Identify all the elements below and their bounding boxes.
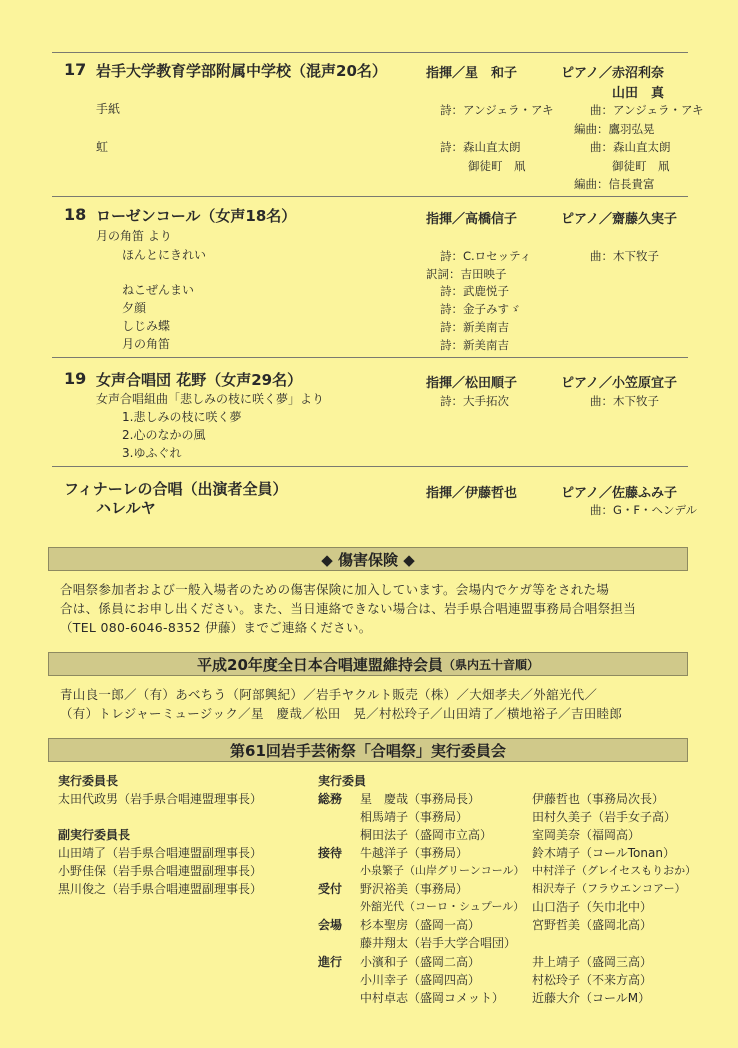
committee-member: 宮野哲美（盛岡北高） bbox=[532, 918, 653, 932]
committee-member: 藤井翔太（岩手大学合唱団） bbox=[360, 936, 517, 950]
committee-member: 田村久美子（岩手女子高） bbox=[532, 810, 677, 824]
composer: 曲：G・F・ヘンデル bbox=[590, 503, 697, 517]
lyricist: 詩：武鹿悦子 bbox=[440, 284, 509, 298]
notice-line: 合唱祭参加者および一般入場者のための傷害保険に加入しています。会場内でケガ等をされた場 bbox=[60, 582, 610, 597]
item-number: 19 bbox=[64, 369, 87, 388]
song-title: 2.心のなかの風 bbox=[122, 428, 206, 442]
committee-member: 室岡美奈（福岡高） bbox=[532, 828, 641, 842]
chair-name: 太田代政男（岩手県合唱連盟理事長） bbox=[58, 792, 263, 806]
committee-member: 鈴木靖子（コールTonan） bbox=[532, 846, 675, 860]
chair-label: 実行委員長 bbox=[58, 774, 119, 788]
song-title: しじみ蝶 bbox=[122, 319, 171, 333]
group-name: 岩手大学教育学部附属中学校（混声20名） bbox=[96, 62, 387, 80]
lyricist: 詩：大手拓次 bbox=[440, 394, 509, 408]
composer: 曲：木下牧子 bbox=[590, 249, 659, 263]
pianist: ピアノ／赤沼利奈 bbox=[561, 66, 664, 81]
committee-member: 村松玲子（不来方高） bbox=[532, 973, 653, 987]
role-label: 会場 bbox=[318, 918, 343, 932]
members-header-note: （県内五十音順） bbox=[442, 657, 539, 672]
committee-member: 野沢裕美（事務局） bbox=[360, 882, 469, 896]
divider bbox=[52, 466, 688, 467]
song-title: 夕顔 bbox=[122, 301, 147, 315]
divider bbox=[52, 196, 688, 197]
composer: 曲：アンジェラ・アキ bbox=[590, 103, 704, 117]
committee-member: 伊藤哲也（事務局次長） bbox=[532, 792, 665, 806]
group-name: ローゼンコール（女声18名） bbox=[96, 207, 297, 225]
item-number: 18 bbox=[64, 205, 87, 224]
pianist: ピアノ／齋藤久実子 bbox=[561, 212, 677, 227]
suite-title: 月の角笛 より bbox=[96, 229, 172, 243]
committee-member: 小泉繁子（山岸グリーンコール） bbox=[360, 864, 525, 877]
lyricist: 詩：新美南吉 bbox=[440, 320, 509, 334]
committee-member: 近藤大介（コールM） bbox=[532, 991, 651, 1005]
composer: 曲：森山直太朗 bbox=[590, 140, 671, 154]
finale-title: フィナーレの合唱（出演者全員） bbox=[64, 480, 288, 498]
committee-member: 中村卓志（盛岡コメット） bbox=[360, 991, 505, 1005]
song-title: 月の角笛 bbox=[122, 337, 171, 351]
pianist: ピアノ／小笠原宜子 bbox=[561, 376, 677, 391]
conductor: 指揮／高橋信子 bbox=[426, 212, 518, 227]
item-number: 17 bbox=[64, 60, 87, 79]
committee-member: 小濱和子（盛岡二高） bbox=[360, 955, 481, 969]
song-title: 手紙 bbox=[96, 102, 121, 116]
members-label: 実行委員 bbox=[318, 774, 367, 788]
members-line: （有）トレジャーミュージック／星 慶哉／松田 晃／村松玲子／山田靖了／横地裕子／吉田睦郎 bbox=[60, 706, 623, 721]
members-header-title: 平成20年度全日本合唱連盟維持会員 bbox=[197, 655, 443, 674]
committee-member: 中村洋子（グレイセスもりおか） bbox=[532, 864, 697, 877]
pianist: ピアノ／佐藤ふみ子 bbox=[561, 486, 677, 501]
arranger: 編曲：鷹羽弘晃 bbox=[574, 122, 655, 136]
lyricist: 詩：新美南吉 bbox=[440, 338, 509, 352]
committee-member: 井上靖子（盛岡三高） bbox=[532, 955, 653, 969]
vice-chair-name: 小野佳保（岩手県合唱連盟副理事長） bbox=[58, 864, 263, 878]
committee-left-column bbox=[58, 772, 262, 898]
conductor: 指揮／松田順子 bbox=[426, 376, 518, 391]
members-line: 青山良一郎／（有）あべちう（阿部興紀）／岩手ヤクルト販売（株）／大畑孝夫／外舘光代／ bbox=[60, 687, 598, 702]
composer: 御徒町 凧 bbox=[612, 159, 670, 173]
arranger: 編曲：信長貴富 bbox=[574, 177, 655, 191]
insurance-notice bbox=[60, 580, 636, 637]
vice-chair-name: 山田靖了（岩手県合唱連盟副理事長） bbox=[58, 846, 263, 860]
insurance-header: ◆ 傷害保険 ◆ bbox=[48, 547, 688, 571]
role-label: 受付 bbox=[318, 882, 343, 896]
lyricist: 詩：C.ロセッティ bbox=[440, 249, 532, 263]
composer: 曲：木下牧子 bbox=[590, 394, 659, 408]
lyricist: 詩：アンジェラ・アキ bbox=[440, 103, 554, 117]
pianist: 山田 真 bbox=[612, 86, 665, 101]
committee-member: 山口浩子（矢巾北中） bbox=[532, 900, 653, 914]
members-header bbox=[48, 652, 688, 676]
song-title: ねこぜんまい bbox=[122, 283, 195, 297]
committee-member: 相馬靖子（事務局） bbox=[360, 810, 469, 824]
role-label: 進行 bbox=[318, 955, 343, 969]
committee-member: 外舘光代（コーロ・シュプール） bbox=[360, 900, 525, 913]
committee-member: 相沢寿子（フラウエンコアー） bbox=[532, 882, 686, 895]
notice-line: 合は、係員にお申し出ください。また、当日連絡できない場合は、岩手県合唱連盟事務局合唱祭担当 bbox=[60, 601, 637, 616]
committee-member: 杉本聖房（盛岡一高） bbox=[360, 918, 481, 932]
committee-member: 小川幸子（盛岡四高） bbox=[360, 973, 481, 987]
song-title: 虹 bbox=[96, 140, 109, 154]
committee-member: 桐田法子（盛岡市立高） bbox=[360, 828, 493, 842]
lyricist: 御徒町 凧 bbox=[468, 159, 526, 173]
conductor: 指揮／星 和子 bbox=[426, 66, 518, 81]
vice-chair-label: 副実行委員長 bbox=[58, 828, 131, 842]
divider bbox=[52, 52, 688, 53]
divider bbox=[52, 357, 688, 358]
notice-line: （TEL 080-6046-8352 伊藤）までご連絡ください。 bbox=[60, 620, 372, 635]
role-label: 総務 bbox=[318, 792, 343, 806]
lyricist: 詩：森山直太朗 bbox=[440, 140, 521, 154]
suite-title: 女声合唱組曲「悲しみの枝に咲く夢」より bbox=[96, 392, 325, 406]
committee-header: 第61回岩手芸術祭「合唱祭」実行委員会 bbox=[48, 738, 688, 762]
committee-member: 牛越洋子（事務局） bbox=[360, 846, 469, 860]
translator: 訳詞：吉田映子 bbox=[426, 267, 507, 281]
conductor: 指揮／伊藤哲也 bbox=[426, 486, 518, 501]
group-name: 女声合唱団 花野（女声29名） bbox=[96, 371, 303, 389]
role-label: 接待 bbox=[318, 846, 343, 860]
members-list bbox=[60, 685, 622, 723]
committee-member: 星 慶哉（事務局長） bbox=[360, 792, 481, 806]
song-title: ハレルヤ bbox=[96, 499, 156, 517]
vice-chair-name: 黒川俊之（岩手県合唱連盟副理事長） bbox=[58, 882, 263, 896]
song-title: 3.ゆふぐれ bbox=[122, 446, 182, 460]
lyricist: 詩：金子みすゞ bbox=[440, 302, 521, 316]
song-title: ほんとにきれい bbox=[122, 248, 207, 262]
song-title: 1.悲しみの枝に咲く夢 bbox=[122, 410, 242, 424]
